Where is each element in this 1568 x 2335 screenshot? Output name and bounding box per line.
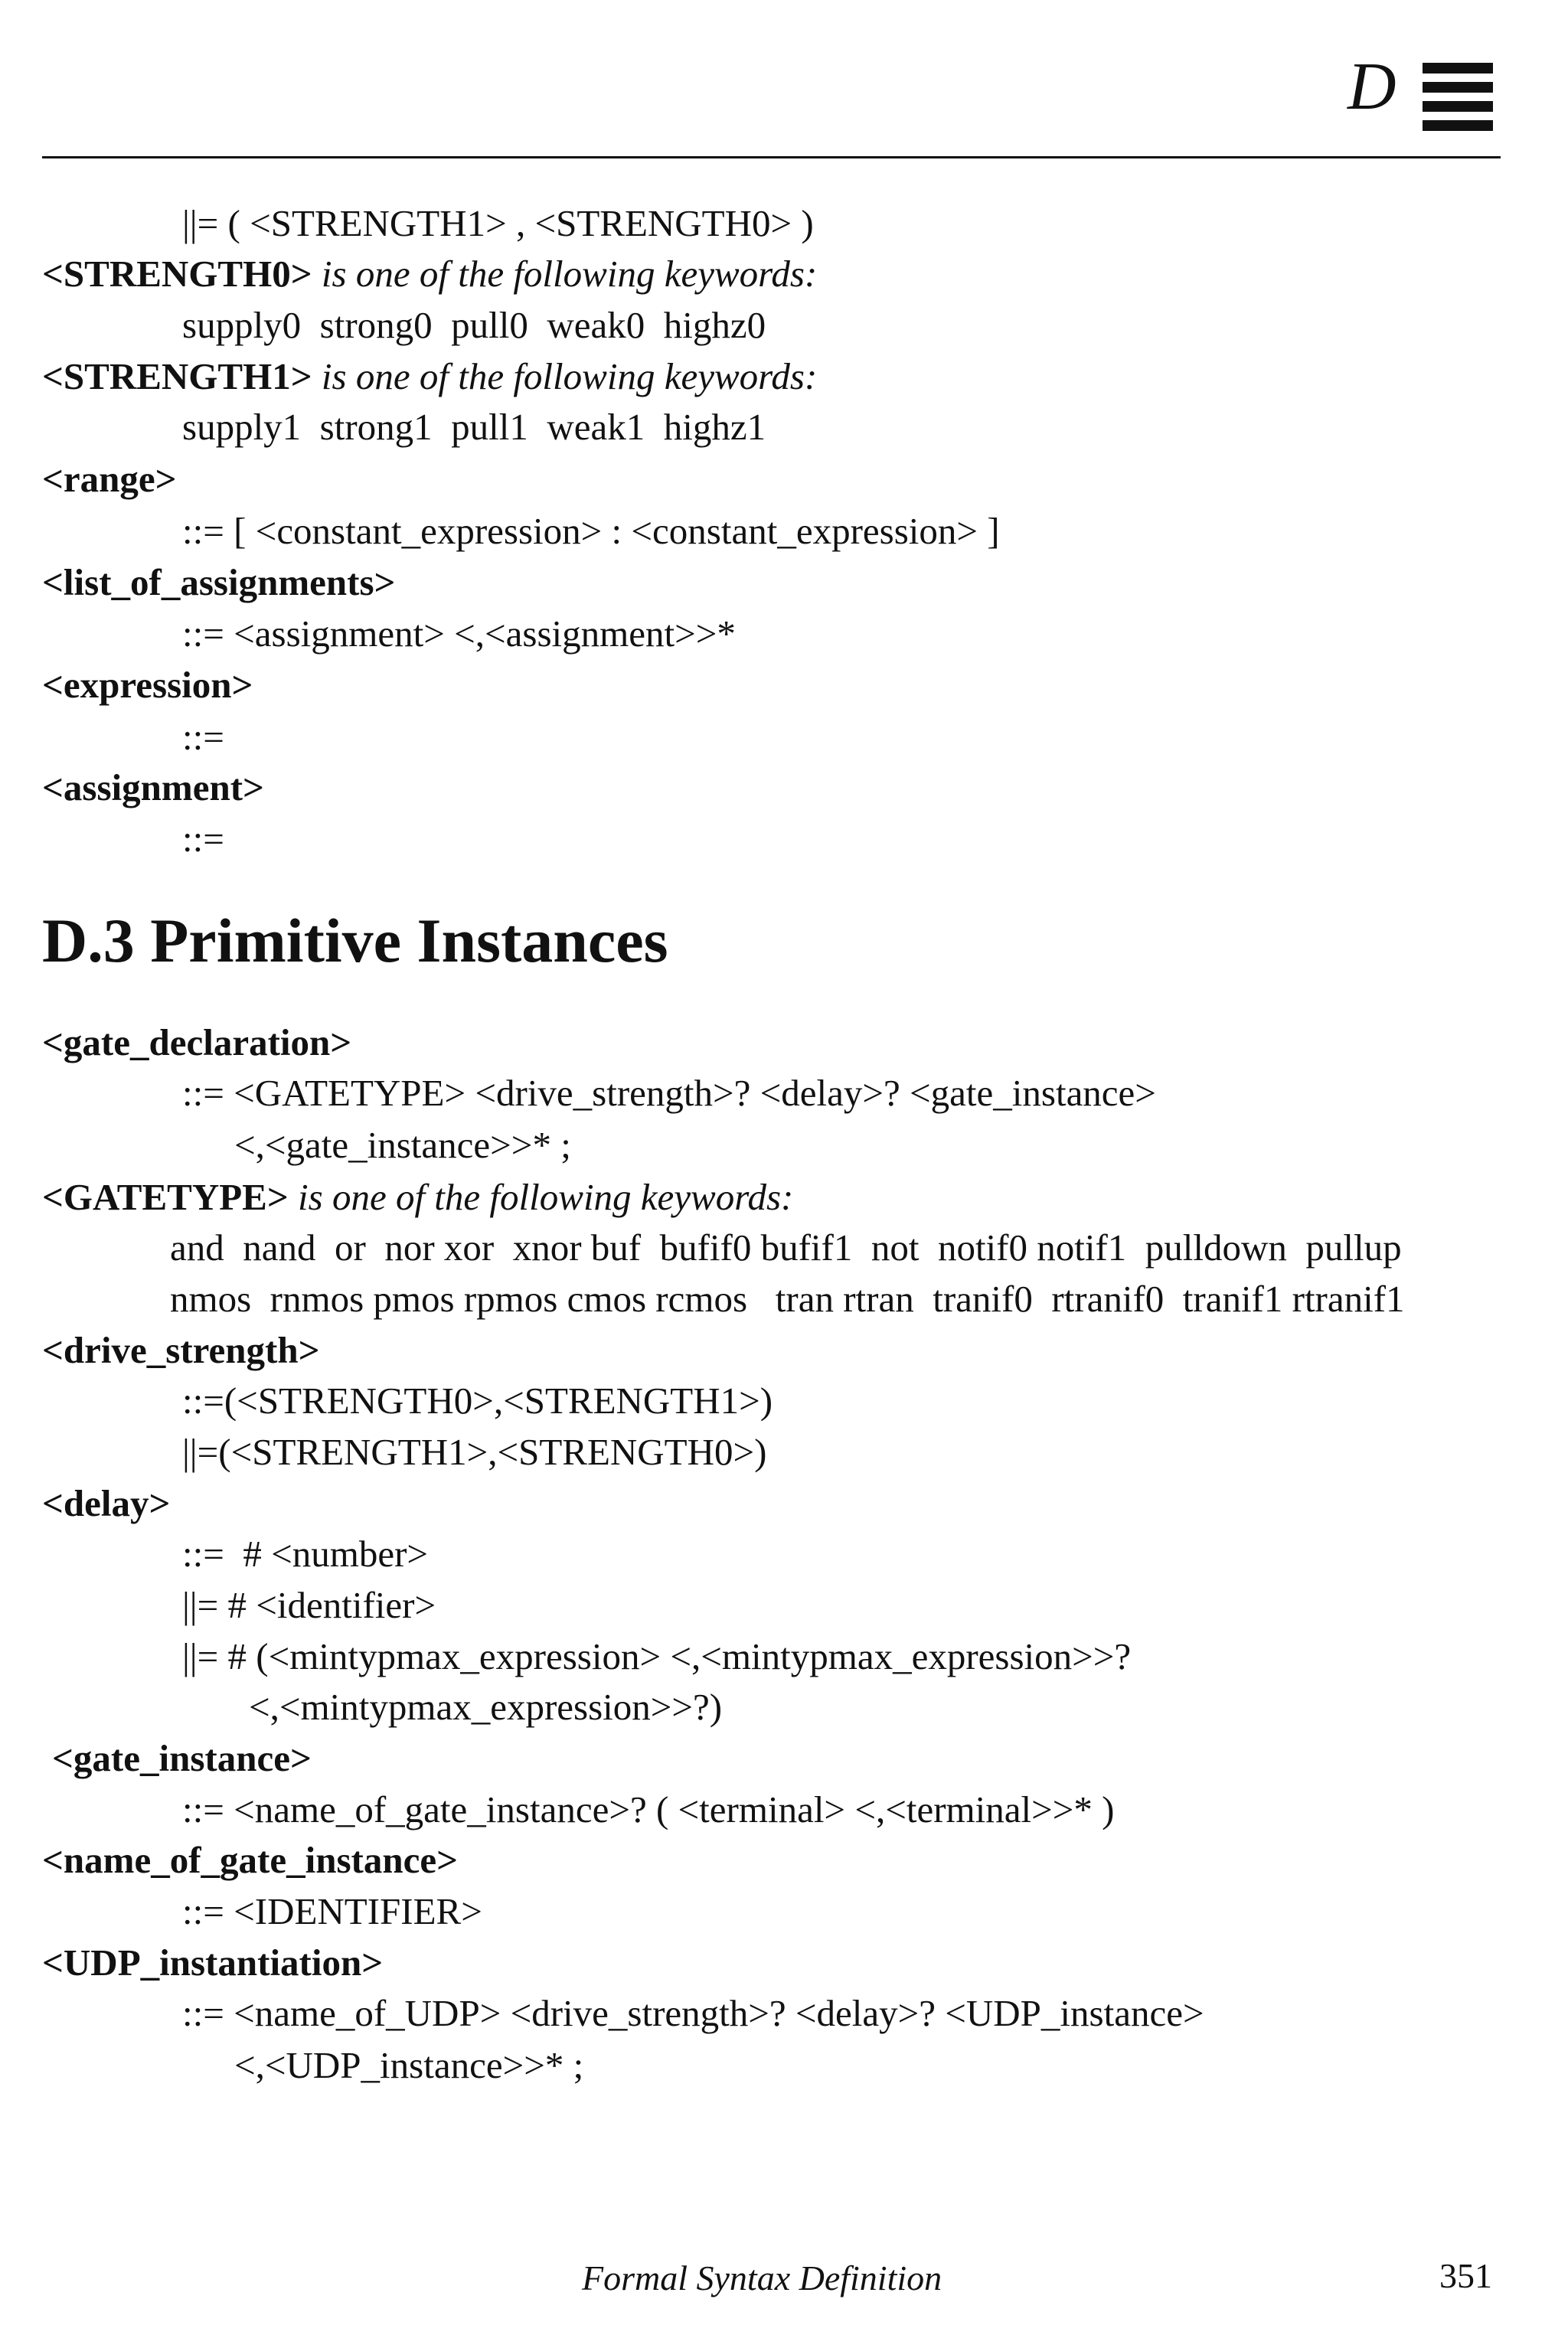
grammar-line: ||= # <identifier> bbox=[182, 1584, 436, 1626]
grammar-line: ::= [ <constant_expression> : <constant_expression> ] bbox=[182, 510, 1000, 552]
grammar-line: ::= <IDENTIFIER> bbox=[182, 1890, 482, 1932]
grammar-rule-heading: <gate_instance> bbox=[52, 1737, 312, 1779]
grammar-line: ::= <name_of_gate_instance>? ( <terminal> <,<terminal>>* ) bbox=[182, 1788, 1115, 1830]
grammar-line: ||= # (<mintypmax_expression> <,<mintypmax_expression>>? bbox=[182, 1635, 1132, 1677]
grammar-line: ::= <name_of_UDP> <drive_strength>? <delay>? <UDP_instance> bbox=[182, 1992, 1204, 2034]
grammar-line: ||= ( <STRENGTH1> , <STRENGTH0> ) bbox=[182, 202, 814, 244]
grammar-rule-heading: <drive_strength> bbox=[42, 1329, 320, 1371]
grammar-rule-heading: <GATETYPE> is one of the following keywords: bbox=[42, 1176, 794, 1218]
appendix-tab-marker bbox=[1423, 63, 1493, 133]
keyword-list: supply1 strong1 pull1 weak1 highz1 bbox=[182, 406, 766, 448]
grammar-rule-heading: <assignment> bbox=[42, 766, 264, 808]
keyword-list: and nand or nor xor xnor buf bufif0 bufif1 not notif0 notif1 pulldown pullup bbox=[170, 1226, 1402, 1269]
grammar-line: ::=(<STRENGTH0>,<STRENGTH1>) bbox=[182, 1380, 773, 1422]
running-footer-title: Formal Syntax Definition bbox=[582, 2258, 942, 2297]
grammar-rule-heading: <delay> bbox=[42, 1482, 171, 1524]
grammar-line: <,<gate_instance>>* ; bbox=[234, 1124, 571, 1166]
grammar-line: <,<mintypmax_expression>>?) bbox=[249, 1686, 723, 1728]
grammar-rule-heading: <range> bbox=[42, 458, 177, 500]
grammar-rule-heading: <STRENGTH1> is one of the following keywords: bbox=[42, 355, 818, 397]
grammar-line: ::= <assignment> <,<assignment>>* bbox=[182, 612, 736, 655]
grammar-line: ::= bbox=[182, 716, 224, 758]
keyword-list: supply0 strong0 pull0 weak0 highz0 bbox=[182, 304, 766, 346]
grammar-line: ||=(<STRENGTH1>,<STRENGTH0>) bbox=[182, 1431, 767, 1473]
section-heading: D.3 Primitive Instances bbox=[42, 906, 668, 975]
grammar-rule-heading: <gate_declaration> bbox=[42, 1021, 352, 1063]
grammar-rule-heading: <list_of_assignments> bbox=[42, 561, 396, 603]
grammar-rule-heading: <expression> bbox=[42, 664, 253, 706]
grammar-rule-heading: <name_of_gate_instance> bbox=[42, 1839, 459, 1881]
grammar-line: ::= # <number> bbox=[182, 1533, 429, 1575]
keyword-list: nmos rnmos pmos rpmos cmos rcmos tran rtran tranif0 rtranif0 tranif1 rtranif1 bbox=[170, 1278, 1405, 1320]
grammar-line: <,<UDP_instance>>* ; bbox=[234, 2044, 584, 2086]
grammar-rule-heading: <UDP_instantiation> bbox=[42, 1941, 384, 1984]
grammar-line: ::= <GATETYPE> <drive_strength>? <delay>? <gate_instance> bbox=[182, 1072, 1156, 1114]
appendix-letter: D bbox=[1348, 50, 1396, 124]
page-number: 351 bbox=[1439, 2256, 1492, 2295]
grammar-line: ::= bbox=[182, 818, 224, 860]
grammar-rule-heading: <STRENGTH0> is one of the following keywords: bbox=[42, 253, 818, 295]
header-rule bbox=[42, 156, 1501, 158]
